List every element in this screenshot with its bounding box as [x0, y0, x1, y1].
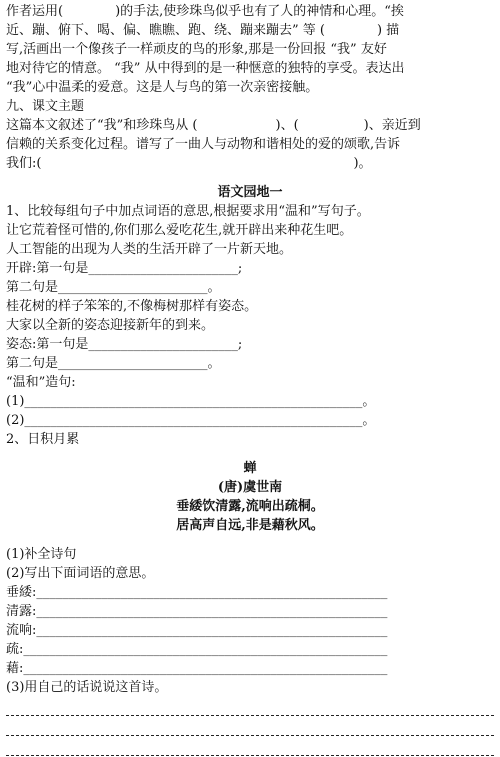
- wenhe-heading: “温和”造句:: [6, 375, 76, 390]
- answer-line-1[interactable]: [6, 697, 494, 716]
- word-blank-chuirui[interactable]: 垂緌:______________________________________________________: [6, 585, 388, 600]
- theme-line-1: 这篇本文叙述了“我”和珍珠鸟从 ( )、( )、亲近到: [6, 118, 421, 133]
- task-1: (1)补全诗句: [6, 547, 77, 562]
- task-3: (3)用自己的话说说这首诗。: [6, 680, 168, 695]
- kaipi-first-blank[interactable]: 开辟:第一句是_______________________;: [6, 261, 243, 276]
- poem-line-2: 居高声自远,非是藉秋风。: [176, 518, 324, 533]
- zitai-second-blank[interactable]: 第二句是_______________________。: [6, 356, 221, 371]
- theme-heading: 九、课文主题: [6, 99, 85, 114]
- word-blank-qinglu[interactable]: 清露:______________________________________________________: [6, 604, 388, 619]
- worksheet-page: [6, 2, 494, 757]
- sentence-2: 人工智能的出现为人类的生活开辟了一片新天地。: [6, 242, 293, 257]
- kaipi-second-blank[interactable]: 第二句是_______________________。: [6, 280, 221, 295]
- poem-line-1: 垂緌饮清露,流响出疏桐。: [176, 499, 324, 514]
- sentence-1: 让它荒着怪可惜的,你们那么爱吃花生,就开辟出来种花生吧。: [6, 223, 353, 238]
- sentence-4: 大家以全新的姿态迎接新年的到来。: [6, 318, 215, 333]
- sentence-3: 桂花树的样子笨笨的,不像梅树那样有姿态。: [6, 299, 258, 314]
- passage-line-2: 近、蹦、俯下、喝、偏、瞧瞧、跑、绕、蹦来蹦去” 等 ( ) 描: [6, 23, 400, 38]
- word-blank-liuxiang[interactable]: 流响:______________________________________________________: [6, 623, 388, 638]
- section-title: 语文园地一: [217, 185, 283, 200]
- passage-line-4: 地对待它的情意。 “我” 从中得到的是一种惬意的独特的享受。表达出: [6, 61, 405, 76]
- question-1: 1、比较每组句子中加点词语的意思,根据要求用“温和”写句子。: [6, 204, 370, 219]
- word-blank-jie[interactable]: 藉:________________________________________________________: [6, 661, 388, 676]
- question-2: 2、日积月累: [6, 432, 80, 447]
- answer-line-3[interactable]: [6, 737, 494, 756]
- word-blank-shu[interactable]: 疏:________________________________________________________: [6, 642, 388, 657]
- answer-line-2[interactable]: [6, 717, 494, 736]
- passage-line-1: 作者运用( )的手法,使珍珠鸟似乎也有了人的神情和心理。“挨: [6, 4, 404, 19]
- sentence-blank-2[interactable]: (2)____________________________________________________。: [6, 413, 376, 428]
- poem-author: (唐)虞世南: [217, 480, 283, 495]
- theme-line-3: 我们:( )。: [6, 156, 372, 171]
- passage-line-5: “我”心中温柔的爱意。这是人与鸟的第一次亲密接触。: [6, 80, 319, 95]
- poem-title: 蝉: [243, 461, 257, 476]
- sentence-blank-1[interactable]: (1)____________________________________________________。: [6, 394, 376, 409]
- passage-line-3: 写,活画出一个像孩子一样顽皮的鸟的形象,那是一份回报 “我” 友好: [6, 42, 387, 57]
- theme-line-2: 信赖的关系变化过程。谱写了一曲人与动物和谐相处的爱的颂歌,告诉: [6, 137, 401, 152]
- zitai-first-blank[interactable]: 姿态:第一句是_______________________;: [6, 337, 243, 352]
- task-2: (2)写出下面词语的意思。: [6, 566, 155, 581]
